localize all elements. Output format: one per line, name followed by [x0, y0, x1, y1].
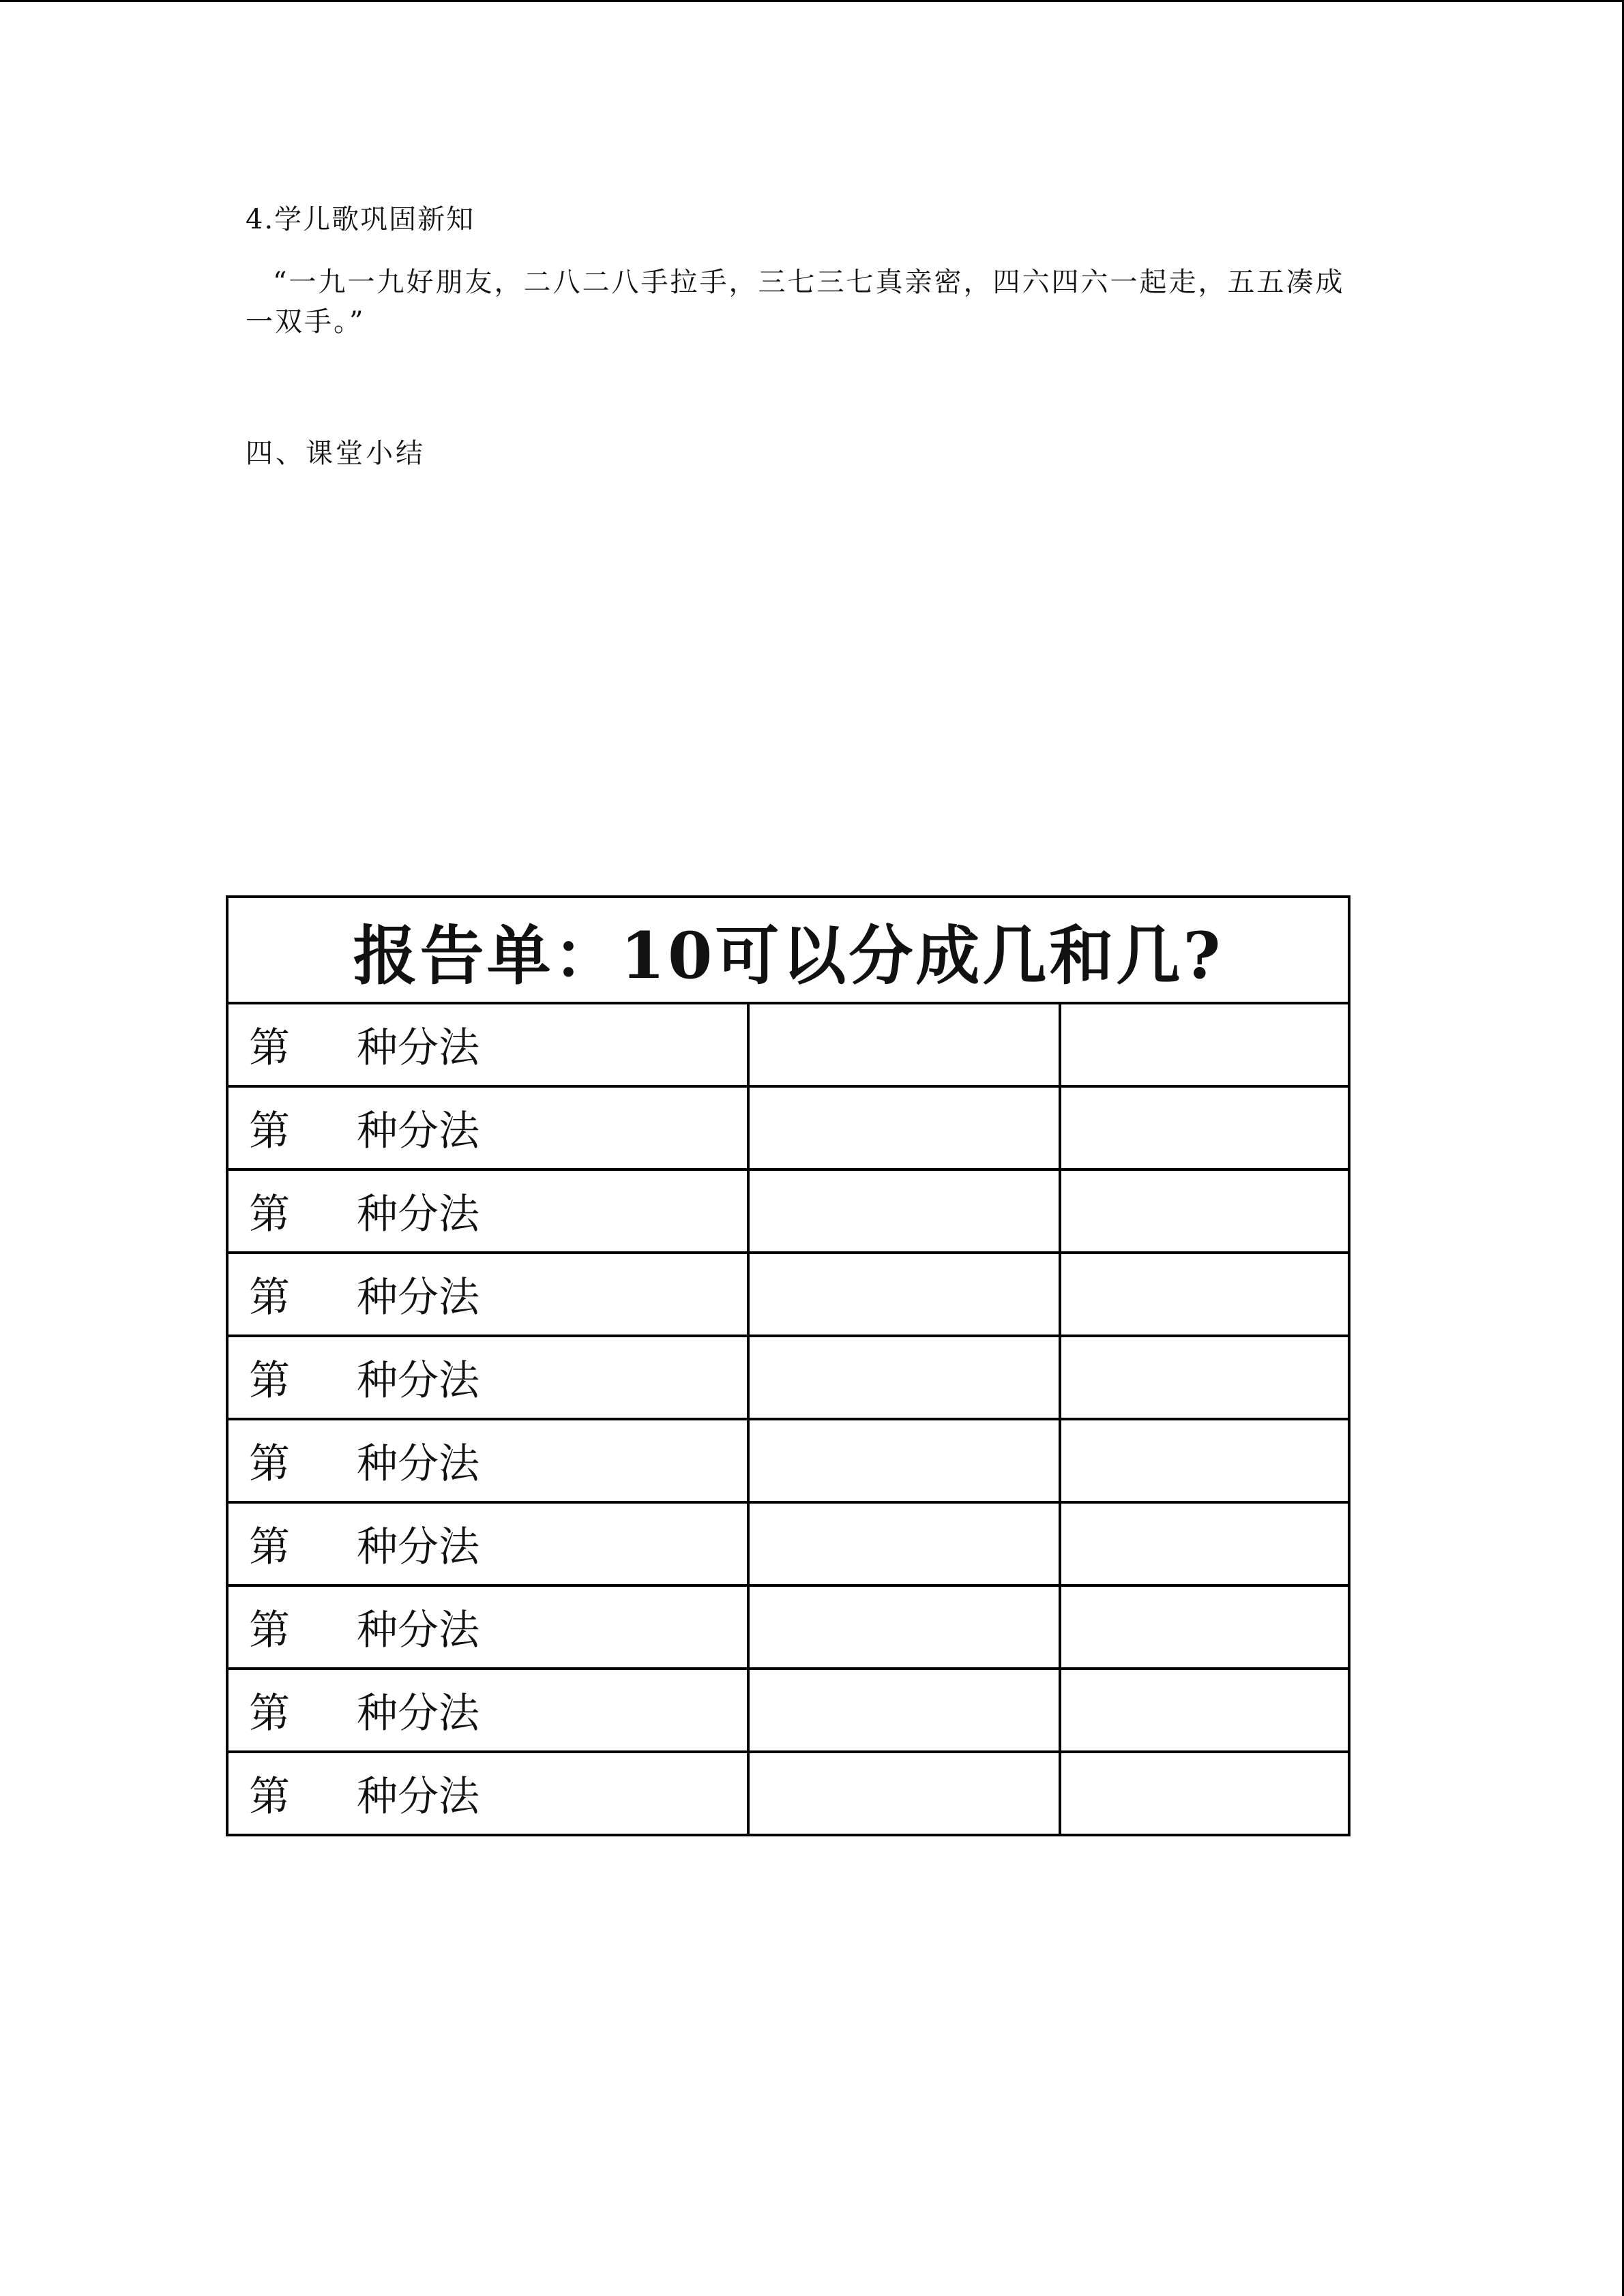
method-suffix: 种分法: [357, 1274, 479, 1322]
answer-cell[interactable]: [1060, 1502, 1349, 1585]
report-title: 报告单：10可以分成几和几?: [227, 897, 1349, 1003]
method-prefix: 第: [249, 1607, 290, 1654]
method-prefix: 第: [249, 1523, 290, 1571]
answer-cell[interactable]: [1060, 1585, 1349, 1669]
method-suffix: 种分法: [357, 1191, 479, 1238]
page-border-top: [0, 0, 1624, 2]
method-prefix: 第: [249, 1690, 290, 1738]
answer-cell[interactable]: [1060, 1086, 1349, 1169]
method-label-cell: [227, 1752, 748, 1835]
method-suffix: 种分法: [357, 1773, 479, 1821]
answer-cell[interactable]: [748, 1253, 1060, 1336]
poem-line: 一双手。”: [246, 306, 366, 338]
method-suffix: 种分法: [357, 1690, 479, 1738]
method-label-cell: [227, 1253, 748, 1336]
method-suffix: 种分法: [357, 1107, 479, 1155]
section-heading: 4.学儿歌巩固新知: [246, 204, 475, 235]
answer-cell[interactable]: [748, 1669, 1060, 1752]
summary-heading: 四、课堂小结: [246, 438, 426, 469]
table-row: [227, 1502, 1349, 1585]
table-row: [227, 1336, 1349, 1419]
answer-cell[interactable]: [1060, 1336, 1349, 1419]
table-row: [227, 1003, 1349, 1086]
table-row: [227, 1419, 1349, 1502]
answer-cell[interactable]: [748, 1169, 1060, 1253]
method-label-cell: [227, 1585, 748, 1669]
answer-cell[interactable]: [748, 1086, 1060, 1169]
method-label-cell: [227, 1502, 748, 1585]
method-prefix: 第: [249, 1191, 290, 1238]
answer-cell[interactable]: [1060, 1752, 1349, 1835]
method-prefix: 第: [249, 1024, 290, 1072]
method-label-cell: [227, 1003, 748, 1086]
table-row: [227, 1086, 1349, 1169]
answer-cell[interactable]: [1060, 1253, 1349, 1336]
answer-cell[interactable]: [1060, 1419, 1349, 1502]
answer-cell[interactable]: [748, 1003, 1060, 1086]
method-suffix: 种分法: [357, 1024, 479, 1072]
answer-cell[interactable]: [748, 1585, 1060, 1669]
answer-cell[interactable]: [748, 1336, 1060, 1419]
answer-cell[interactable]: [1060, 1003, 1349, 1086]
method-prefix: 第: [249, 1357, 290, 1405]
method-label-cell: [227, 1169, 748, 1253]
poem-paragraph: [246, 263, 1378, 342]
method-label-cell: [227, 1419, 748, 1502]
answer-cell[interactable]: [748, 1502, 1060, 1585]
table-row: [227, 1169, 1349, 1253]
method-label-cell: [227, 1336, 748, 1419]
method-suffix: 种分法: [357, 1357, 479, 1405]
method-prefix: 第: [249, 1773, 290, 1821]
table-row: [227, 1253, 1349, 1336]
method-label-cell: [227, 1669, 748, 1752]
method-label-cell: [227, 1086, 748, 1169]
method-suffix: 种分法: [357, 1523, 479, 1571]
method-prefix: 第: [249, 1440, 290, 1488]
answer-cell[interactable]: [1060, 1669, 1349, 1752]
table-row: [227, 1669, 1349, 1752]
answer-cell[interactable]: [748, 1752, 1060, 1835]
method-prefix: 第: [249, 1107, 290, 1155]
table-row: [227, 1585, 1349, 1669]
answer-cell[interactable]: [748, 1419, 1060, 1502]
poem-line: “一九一九好朋友，二八二八手拉手，三七三七真亲密，四六四六一起走，五五凑成: [273, 267, 1345, 298]
method-prefix: 第: [249, 1274, 290, 1322]
answer-cell[interactable]: [1060, 1169, 1349, 1253]
table-row: [227, 1752, 1349, 1835]
method-suffix: 种分法: [357, 1607, 479, 1654]
method-suffix: 种分法: [357, 1440, 479, 1488]
report-table: [226, 895, 1350, 1836]
